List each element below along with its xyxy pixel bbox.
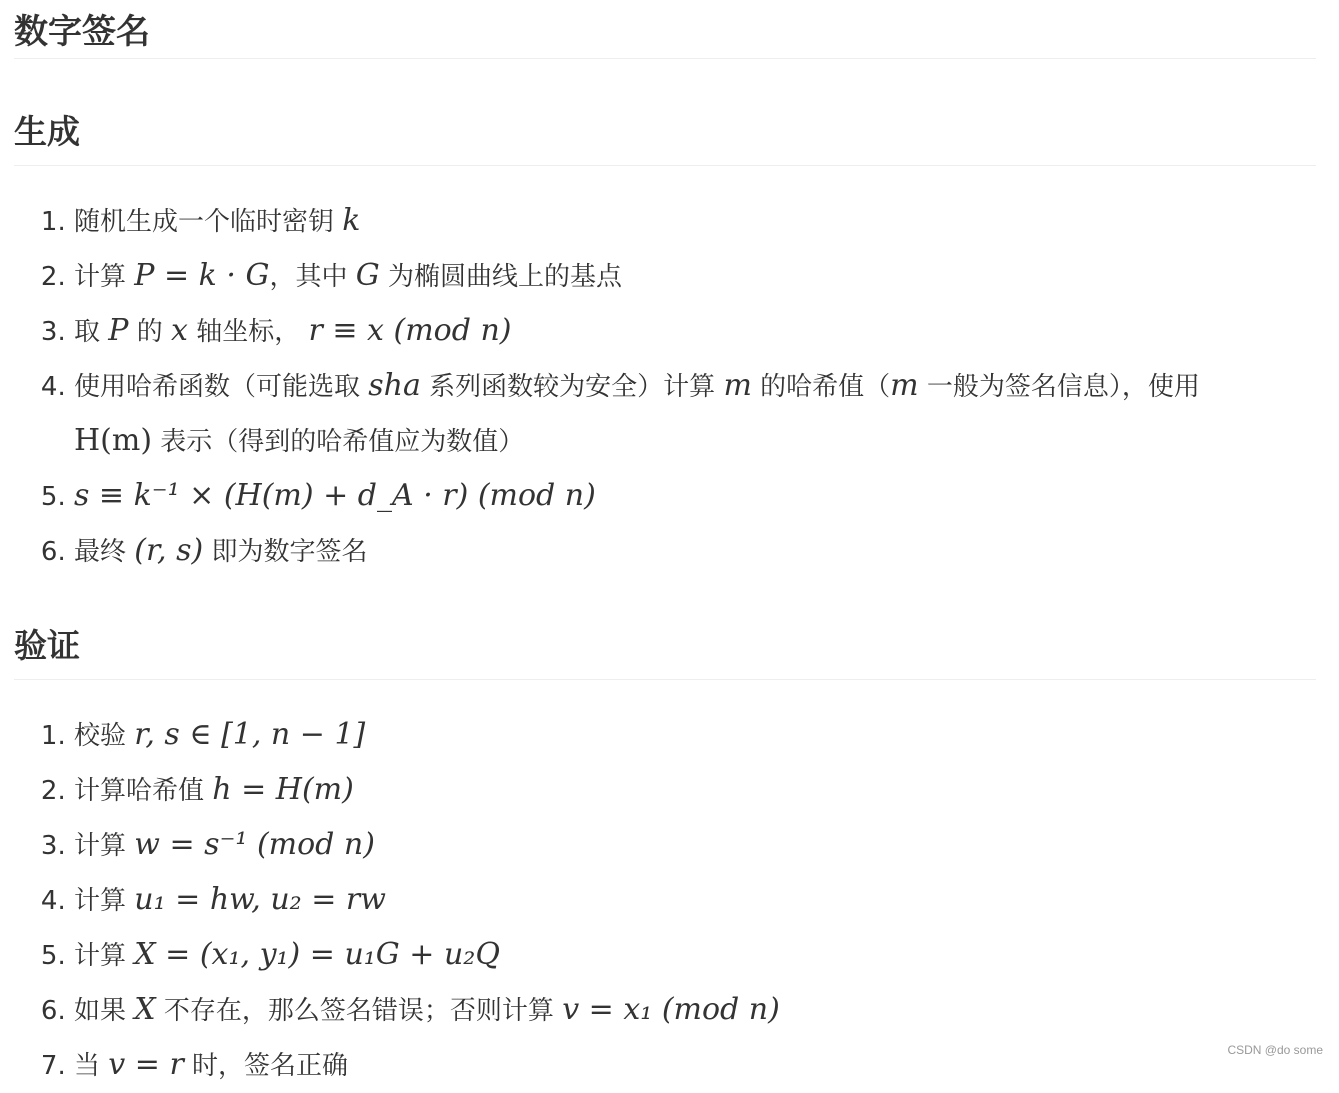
math-expression: m — [723, 368, 752, 403]
step-text: 一般为签名信息），使用 — [926, 372, 1200, 402]
math-expression: P — [108, 313, 129, 348]
step-text: 取 — [74, 317, 101, 347]
math-expression: G — [355, 258, 380, 293]
math-expression: H(m) — [74, 423, 153, 458]
list-item — [74, 194, 1316, 249]
step-text: 系列函数较为安全）计算 — [429, 372, 716, 402]
step-text: 表示（得到的哈希值应为数值） — [160, 427, 525, 457]
verify-steps — [14, 708, 1316, 1093]
math-expression: (r, s) — [134, 533, 204, 568]
article — [14, 0, 1316, 1093]
step-text: 计算 — [74, 886, 127, 916]
step-text: 使用哈希函数（可能选取 — [74, 372, 361, 402]
list-item — [74, 763, 1316, 818]
list-item — [74, 469, 1316, 524]
watermark: CSDN @do some — [1227, 1043, 1323, 1057]
step-text: 轴坐标， — [196, 317, 301, 347]
math-expression: r, s ∈ [1, n − 1] — [134, 717, 366, 752]
step-text: 计算 — [74, 262, 127, 292]
list-item — [74, 873, 1316, 928]
math-expression: s ≡ k⁻¹ × (H(m) + d_A · r) (mod n) — [74, 478, 596, 513]
list-item — [74, 524, 1316, 579]
list-item — [74, 708, 1316, 763]
math-expression: u₁ = hw, u₂ = rw — [134, 882, 386, 917]
math-expression: sha — [368, 368, 421, 403]
continuation-line — [74, 414, 1316, 469]
step-text: 为椭圆曲线上的基点 — [387, 262, 622, 292]
math-expression: w = s⁻¹ (mod n) — [134, 827, 375, 862]
list-item — [74, 249, 1316, 304]
step-text: 不存在，那么签名错误；否则计算 — [163, 996, 554, 1026]
step-text: 计算 — [74, 831, 127, 861]
generate-steps — [14, 194, 1316, 579]
step-text: 即为数字签名 — [211, 537, 368, 567]
step-text: 计算哈希值 — [74, 776, 205, 806]
list-item — [74, 1038, 1316, 1093]
step-text: 时，签名正确 — [192, 1051, 349, 1081]
math-expression: x — [171, 313, 188, 348]
list-item — [74, 983, 1316, 1038]
step-text: 如果 — [74, 996, 127, 1026]
step-text: 随机生成一个临时密钥 — [74, 207, 335, 237]
math-expression: r ≡ x (mod n) — [308, 313, 512, 348]
math-expression: k — [342, 203, 361, 238]
math-expression: v = x₁ (mod n) — [562, 992, 780, 1027]
math-expression: h = H(m) — [212, 772, 354, 807]
section-heading-generate: 生成 — [14, 111, 1316, 166]
page-title: 数字签名 — [14, 0, 1316, 59]
math-expression: X = (x₁, y₁) = u₁G + u₂Q — [134, 937, 500, 972]
step-text: 最终 — [74, 537, 127, 567]
math-expression: m — [890, 368, 919, 403]
section-heading-verify: 验证 — [14, 625, 1316, 680]
step-text: 的哈希值（ — [760, 372, 891, 402]
list-item — [74, 304, 1316, 359]
list-item — [74, 818, 1316, 873]
step-text: ，其中 — [269, 262, 348, 292]
list-item — [74, 359, 1316, 469]
step-text: 校验 — [74, 721, 127, 751]
step-text: 计算 — [74, 941, 127, 971]
list-item — [74, 928, 1316, 983]
math-expression: X — [134, 992, 156, 1027]
step-text: 的 — [136, 317, 163, 347]
step-text: 当 — [74, 1051, 101, 1081]
math-expression: v = r — [108, 1047, 184, 1082]
math-expression: P = k · G — [134, 258, 270, 293]
